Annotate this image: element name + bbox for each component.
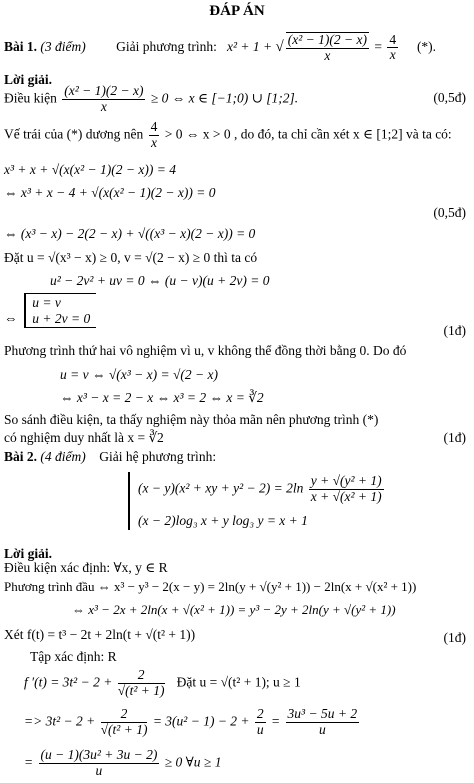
- score-1a: (0,5đ): [433, 90, 466, 105]
- derivative-den: √(t² + 1): [117, 682, 165, 698]
- doc-title: ĐÁP ÁN: [209, 3, 265, 19]
- positivity-text: Vế trái của (*) dương nên: [4, 126, 144, 142]
- case-system: ⇔ u = v u + 2v = 0: [4, 293, 96, 328]
- rewrite-line: [24, 707, 361, 738]
- domain-line: Tập xác định: R: [30, 649, 117, 664]
- system-block: [128, 472, 386, 530]
- rewrite-num-2: 2: [256, 706, 264, 721]
- rewrite-mid: = 3(u² − 1) − 2 +: [152, 713, 250, 729]
- eq-right-fraction: [387, 33, 398, 64]
- solution-1-heading: Lời giải.: [4, 72, 52, 87]
- score-2a: (1đ): [443, 630, 466, 645]
- condition-tail: ≥ 0 ⇔ x ∈ [−1;0) ∪ [1;2].: [150, 90, 299, 106]
- positivity-tail: > 0 ⇔ x > 0 , do đó, ta chỉ cần xét x ∈ [1;2] và ta có:: [164, 126, 452, 142]
- condition-den: x: [100, 98, 107, 114]
- score-1c: (1đ): [443, 323, 466, 338]
- rewrite-den-3: u: [318, 721, 326, 737]
- rewrite-den-1: √(t² + 1): [100, 721, 148, 737]
- step-3: ⇔ (x³ − x) − 2(2 − x) + √((x³ − x)(2 − x)) = 0: [4, 226, 256, 241]
- problem-2-prompt: Giải hệ phương trình:: [99, 449, 217, 464]
- rewrite-num-1: 2: [101, 707, 148, 723]
- case-brace: [24, 293, 96, 328]
- rewrite-fraction-1: [101, 707, 148, 738]
- condition-label: Điều kiện: [4, 90, 57, 106]
- cube-line: ⇔ x³ − x = 2 − x ⇔ x³ = 2 ⇔ x = ∛2: [60, 390, 264, 405]
- eq-right-den: x: [389, 47, 396, 63]
- explanation-line: Phương trình thứ hai vô nghiệm vì u, v không thể đồng thời bằng 0. Do đó: [4, 343, 407, 358]
- equality-line: u = v ⇔ √(x³ − x) = √(2 − x): [60, 367, 219, 382]
- system-eq-1-num: y + √(y² + 1): [310, 473, 382, 488]
- positivity-num: 4: [150, 119, 158, 134]
- rewrite-equals: =: [271, 713, 281, 729]
- rewrite-num-3: 3u³ − 5u + 2: [287, 706, 358, 721]
- derivative-num: 2: [118, 668, 165, 684]
- rewrite-fraction-3: [286, 707, 360, 738]
- eq-fraction: [286, 32, 369, 64]
- derivative-substitution: Đặt u = √(t² + 1); u ≥ 1: [176, 674, 301, 690]
- system-eq-1: (x − y)(x² + xy + y² − 2) = 2ln: [138, 480, 304, 496]
- final-inequality-line: [24, 748, 221, 779]
- rewrite-text: => 3t² − 2 +: [24, 713, 96, 729]
- eq-numerator: (x² − 1)(2 − x): [287, 32, 367, 47]
- case-2: u + 2v = 0: [32, 310, 91, 326]
- first-eq-transform: Phương trình đầu ⇔ x³ − y³ − 2(x − y) = 2ln(y + √(y² + 1)) − 2ln(x + √(x² + 1)): [4, 579, 417, 594]
- solution-2-heading: Lời giải.: [4, 546, 52, 561]
- step-1: x³ + x + √(x(x² − 1)(2 − x)) = 4: [4, 162, 176, 177]
- final-tail: ≥ 0 ∀u ≥ 1: [164, 754, 222, 770]
- condition-num: (x² − 1)(2 − x): [64, 83, 144, 98]
- positivity-line: [4, 120, 452, 151]
- compare-line: So sánh điều kiện, ta thấy nghiệm này thỏa mãn nên phương trình (*): [4, 412, 379, 427]
- eq-lhs: x² + 1 +: [226, 38, 273, 54]
- problem-2-statement: [4, 449, 216, 465]
- system-eq-1-den: x + √(x² + 1): [310, 488, 382, 504]
- eq-tag: (*).: [416, 38, 437, 54]
- derivative-line: [24, 668, 301, 699]
- substitution-line: Đặt u = √(x³ − x) ≥ 0, v = √(2 − x) ≥ 0 thì ta có: [4, 250, 258, 265]
- system-eq-2: (x − 2)log₃ x + y log₃ y = x + 1: [138, 512, 308, 528]
- score-1d: (1đ): [443, 430, 466, 445]
- derivative-text: f ′(t) = 3t² − 2 +: [24, 674, 113, 690]
- final-den: u: [95, 762, 103, 778]
- problem-1-heading: Bài 1.: [4, 38, 38, 54]
- factorization-line: u² − 2v² + uv = 0 ⇔ (u − v)(u + 2v) = 0: [50, 273, 270, 288]
- rewrite-den-2: u: [256, 721, 264, 737]
- score-1b: (0,5đ): [433, 205, 466, 220]
- domain-condition: Điều kiện xác định: ∀x, y ∈ R: [4, 560, 168, 575]
- condition-line: [4, 84, 298, 115]
- step-2: ⇔ x³ + x − 4 + √(x(x² − 1)(2 − x)) = 0: [4, 185, 216, 200]
- final-equals: =: [24, 754, 34, 770]
- function-def: Xét f(t) = t³ − 2t + 2ln(t + √(t² + 1)): [4, 627, 196, 642]
- eq-right-num: 4: [389, 31, 397, 47]
- case-1: u = v: [32, 295, 61, 310]
- unique-solution-line: có nghiệm duy nhất là x = ∛2: [4, 430, 164, 445]
- positivity-fraction: [149, 120, 160, 151]
- derivative-fraction: [118, 668, 165, 699]
- positivity-den: x: [151, 134, 158, 150]
- system-eq-1-fraction: [309, 474, 384, 505]
- condition-fraction: [62, 84, 145, 115]
- rewrite-fraction-2: [255, 707, 266, 738]
- first-eq-equivalent: ⇔ x³ − 2x + 2ln(x + √(x² + 1)) = y³ − 2y + 2ln(y + √(y² + 1)): [72, 602, 396, 617]
- problem-2-heading: Bài 2.: [4, 449, 38, 464]
- eq-denominator: x: [324, 47, 331, 63]
- system-brace: [128, 472, 386, 530]
- final-fraction: [39, 748, 160, 779]
- problem-1-points: (3 điểm): [40, 38, 86, 54]
- problem-1-statement: Bài 1. (3 điểm) Giải phương trình: x² + 1 + √ $\frac{\text{(x² − 1)(2 − x)}}{x}$ = $\frac{4}{x}$ (*).: [4, 31, 437, 63]
- eq-equals: =: [374, 38, 382, 54]
- problem-1-prompt: Giải phương trình:: [116, 38, 217, 54]
- final-num: (u − 1)(3u² + 3u − 2): [40, 747, 158, 762]
- problem-2-points: (4 điểm): [40, 449, 86, 464]
